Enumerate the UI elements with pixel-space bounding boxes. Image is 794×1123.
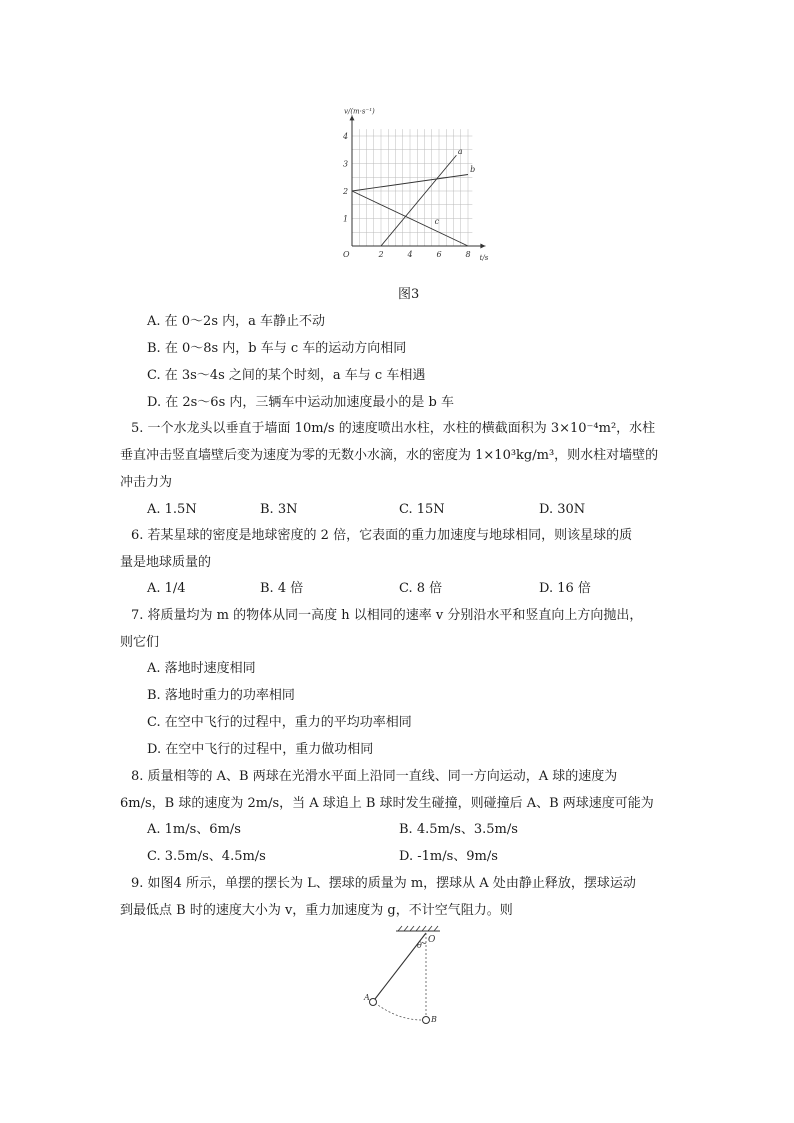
label-b: B: [431, 1015, 437, 1024]
q6-option-d: D. 16 倍: [539, 581, 591, 596]
q7-text-line-2: 则它们: [120, 635, 160, 650]
chart-grid: [352, 129, 472, 246]
label-theta: θ: [417, 941, 422, 950]
q4-option-b: B. 在 0～8s 内，b 车与 c 车的运动方向相同: [147, 341, 407, 356]
label-a: A: [364, 993, 370, 1002]
q6-option-c: C. 8 倍: [399, 581, 443, 596]
figure-4-pendulum: [360, 922, 450, 1026]
q5-option-d: D. 30N: [539, 502, 586, 517]
ball-at-b: [423, 1017, 430, 1024]
q4-option-a: A. 在 0～2s 内，a 车静止不动: [147, 314, 326, 329]
q9-text-line-1: 9. 如图4 所示，单摆的摆长为 L、摆球的质量为 m，摆球从 A 处由静止释放，摆球运动: [131, 876, 636, 891]
q8-text-line-1: 8. 质量相等的 A、B 两球在光滑水平面上沿同一直线、同一方向运动，A 球的速度为: [131, 769, 618, 784]
y-tick-label: 2: [343, 187, 349, 196]
q8-option-a: A. 1m/s、6m/s: [147, 822, 241, 837]
x-axis-arrow: [480, 244, 485, 249]
x-tick-label: 8: [465, 250, 471, 259]
figure-3-caption: 图3: [398, 287, 420, 302]
q5-option-a: A. 1.5N: [147, 502, 197, 517]
q6-text-line-2: 量是地球质量的: [120, 555, 212, 570]
q7-option-b: B. 落地时重力的功率相同: [147, 688, 295, 703]
q8-option-d: D. -1m/s、9m/s: [399, 849, 498, 864]
q5-option-c: C. 15N: [399, 502, 445, 517]
origin-label: O: [343, 250, 350, 259]
angle-arc: [422, 942, 426, 943]
x-tick-label: 6: [436, 250, 442, 259]
q6-text-line-1: 6. 若某星球的密度是地球密度的 2 倍，它表面的重力加速度与地球相同，则该星球的质: [131, 528, 633, 543]
swing-arc: [375, 1003, 422, 1020]
q6-option-b: B. 4 倍: [260, 581, 304, 596]
series-label-c: c: [434, 217, 440, 226]
q8-text-line-2: 6m/s，B 球的速度为 2m/s，当 A 球追上 B 球时发生碰撞，则碰撞后 A、B 两球速度可能为: [120, 796, 654, 811]
q7-option-a: A. 落地时速度相同: [147, 661, 256, 676]
series-label-b: b: [470, 164, 476, 174]
q4-option-d: D. 在 2s～6s 内，三辆车中运动加速度最小的是 b 车: [147, 395, 454, 410]
y-tick-label: 4: [343, 132, 349, 141]
y-axis-arrow: [350, 115, 355, 120]
q5-text-line-3: 冲击力为: [120, 475, 173, 490]
chart-series: [352, 147, 475, 246]
series-label-a: a: [457, 146, 463, 156]
x-tick-label: 4: [407, 250, 413, 259]
q4-option-c: C. 在 3s～4s 之间的某个时刻，a 车与 c 车相遇: [147, 368, 426, 383]
q5-text-line-2: 垂直冲击竖直墙壁后变为速度为零的无数小水滴，水的密度为 1×10³kg/m³，则水柱对墙壁的: [120, 448, 659, 463]
y-tick-label: 1: [343, 214, 349, 224]
q7-text-line-1: 7. 将质量均为 m 的物体从同一高度 h 以相同的速率 v 分别沿水平和竖直向上方向抛出，: [131, 608, 643, 623]
q5-option-b: B. 3N: [260, 502, 298, 517]
q7-option-d: D. 在空中飞行的过程中，重力做功相同: [147, 742, 374, 757]
chart-axes: [343, 107, 489, 262]
q8-option-b: B. 4.5m/s、3.5m/s: [399, 822, 518, 837]
q8-option-c: C. 3.5m/s、4.5m/s: [147, 849, 266, 864]
y-tick-label: 3: [343, 159, 349, 169]
q6-option-a: A. 1/4: [147, 581, 186, 596]
q5-text-line-1: 5. 一个水龙头以垂直于墙面 10m/s 的速度喷出水柱，水柱的横截面积为 3×10⁻⁴m²，水柱: [131, 421, 656, 436]
q7-option-c: C. 在空中飞行的过程中，重力的平均功率相同: [147, 715, 412, 730]
ball-at-a: [370, 999, 377, 1006]
y-axis-label: v/(m·s⁻¹): [344, 107, 375, 116]
q9-text-line-2: 到最低点 B 时的速度大小为 v，重力加速度为 g，不计空气阻力。则: [120, 903, 513, 918]
label-o: O: [428, 935, 436, 945]
figure-3-vt-graph: [336, 96, 489, 266]
x-axis-label: t/s: [479, 254, 489, 262]
x-tick-label: 2: [378, 250, 384, 259]
ceiling-hatch: [398, 926, 438, 931]
